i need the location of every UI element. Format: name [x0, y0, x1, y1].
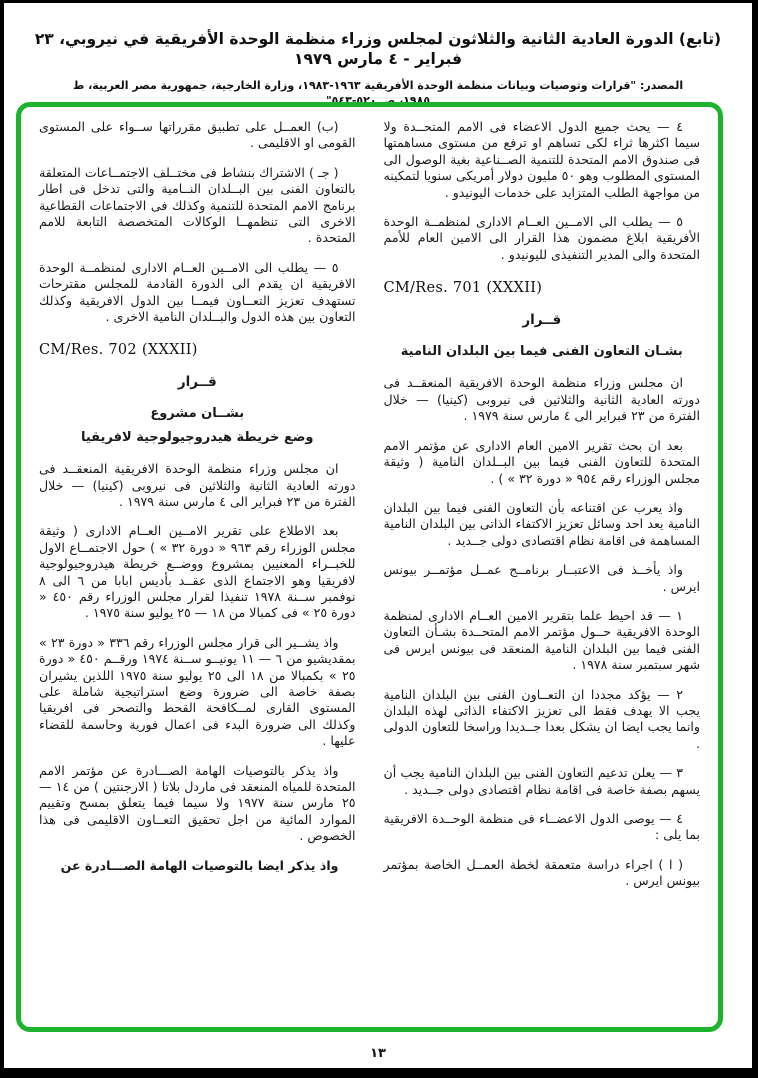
resolution-702-subject-line2: وضع خريطة هيدروجيولوجية لافريقيا	[80, 429, 314, 445]
resolution-701-subject: بشـان التعاون الفنى فيما بين البلدان النامية	[400, 344, 683, 360]
recommendation-item-j: ( جـ ) الاشتراك بنشاط فى مختــلف الاجتمــاعات المتعلقة بالتعاون الفنى بين البــلدان النــامية والتى تدخل فى اطار برنامج الامم المتحدة للتنمية وكذلك فى الاجتماعات القطاعية الاخرى التى تنظمهــا الوكالات المتخصصة التابعة للامم المتحدة .	[39, 164, 356, 246]
resolution-701-title: قــرار	[522, 311, 562, 328]
column-right	[384, 119, 701, 1019]
resolution-702-preamble-2: بعد الاطلاع على تقرير الامــين العــام الادارى ( وثيقة مجلس الوزراء رقم ٩٦٣ « دورة ٣٢ » ) حول الاجتمــاع الاول للخبــراء المعنيين بمشروع ووضــع خريطة هيدروجيولوجية لافريقيا وهو الاجتماع الذى عقــد بأديس ابابا من ٦ الى ٨ نوفمبر ســنة ١٩٧٨ تنفيذا لقرار مجلس الوزراء رقم ٤٥٠ « دورة ٢٥ » فى كمبالا من ١٨ — ٢٥ يوليو سنة ١٩٧٥ .	[39, 523, 356, 621]
resolution-701-item-3: ٣ — يعلن تدعيم التعاون الفنى بين البلدان النامية يجب أن يسهم بصفة خاصة فى اقامة نظام اقتصادى دولى جــديد .	[383, 765, 700, 797]
resolution-702-title: قــرار	[177, 373, 217, 390]
green-border-frame	[16, 102, 723, 1032]
document-page	[4, 3, 752, 1068]
resolution-701-item-4: ٤ — يوصى الدول الاعضــاء فى منظمة الوحــدة الافريقية بما يلى :	[383, 811, 700, 843]
resolution-number-702: CM/Res. 702 (XXXII)	[39, 342, 198, 359]
resolution-702-preamble-1: ان مجلس وزراء منظمة الوحدة الافريقية المنعقــد فى دورته العادية الثانية والثلاثين فى نيروبى (كينيا) — خلال الفترة من ٢٣ فبراير الى ٤ مارس سنة ١٩٧٩ .	[39, 461, 356, 509]
operative-paragraph-4: ٤ — يحث جميع الدول الاعضاء فى الامم المتحــدة ولا سيما اكثرها ثراء لكى تساهم او ترفع من مستوى مساهمتها فى صندوق الامم المتحدة للتنمية الصــناعية بغية الوصول الى المستوى المطلوب وهو ٥٠ مليون دولار أمريكى سنويا لتمكينه من مواجهة الطلب المتزايد على خدمات اليونيدو .	[383, 119, 700, 200]
operative-paragraph-5-left: ٥ — يطلب الى الامــين العــام الادارى لمنظمــة الوحدة الافريقية ان يقدم الى الدورة القادمة للمجلس مقترحات تستهدف تعزيز التعــاون فيمــا بين الدول الافريقية وكذلك التعاون بين هذه الدول والبــلدان النامية الاخرى .	[39, 259, 356, 325]
resolution-701-item-1: ١ — قد احيط علما بتقرير الامين العــام الادارى لمنظمة الوحدة الافريقية حــول مؤتمر الامم المتحــدة بشـأن التعاون الفنى فيما بين البلدان النامية المنعقد فى بيونس ايرس فى شهر سبتمبر سنة ١٩٧٨ .	[383, 607, 700, 673]
resolution-number-701: CM/Res. 701 (XXXII)	[383, 280, 543, 297]
column-left	[39, 119, 356, 1019]
resolution-701-preamble-2: بعد ان بحث تقرير الامين العام الادارى عن مؤتمر الامم المتحدة للتعاون الفنى فيما بين البــلدان النامية ( وثيقة مجلس الوزراء رقم ٩٥٤ « دورة ٣٢ » ) .	[383, 437, 700, 486]
resolution-702-preamble-4: واذ يذكر بالتوصيات الهامة الصـــادرة عن مؤتمر الامم المتحدة للمياه المنعقد فى ماردل بلاتا ( الارجنتين ) من ١٤ — ٢٥ مارس سنة ١٩٧٧ ولا سيما فيما يتعلق بمسح وتقييم الموارد المائية من اجل تحقيق التعــاون الاقليمى فى هذا الخصوص .	[39, 762, 356, 844]
two-column-layout	[21, 107, 718, 1027]
resolution-702-subject-line1: بشــان مشروع	[150, 406, 245, 422]
page-number: ١٣	[370, 1046, 386, 1061]
resolution-701-preamble-4: واذ يأخــذ فى الاعتبــار برنامــج عمــل مؤتمــر بيونس ايرس .	[383, 562, 700, 594]
source-citation: المصدر: "قرارات وتوصيات وبيانات منظمة الوحدة الأفريقية ١٩٦٣-١٩٨٣، وزارة الخارجية، جمهورية مصر العربية، ط ١٩٨٥، ص ٥٢٠-٥٤٣"	[72, 79, 684, 107]
resolution-701-preamble-3: واذ يعرب عن اقتناعه بأن التعاون الفنى فيما بين البلدان النامية يعد احد وسائل تعزيز الاكتفاء الذاتى بين البلدان النامية المساهمة فى اقامة نظام اقتصادى دولى جــديد .	[383, 499, 700, 548]
resolution-702-preamble-3: واذ يشــير الى قرار مجلس الوزراء رقم ٣٣٦ « دورة ٢٣ » بمقديشيو من ٦ — ١١ يونيــو ســنة ١٩٧٤ ورقــم ٤٥٠ « دورة ٢٥ » بكمبالا من ١٨ الى ٢٥ يوليو سنة ١٩٧٥ اللذين يشيران بصفة خاصة الى ضرورة وضع استراتيجية شاملة على المستوى القارى لمــكافحة القحط والتصحر فى افريقيا وكذلك الى ضرورة البدء فى اعمال فورية وحاسمة للقضاء عليها .	[39, 634, 356, 749]
resolution-701-item-2: ٢ — يؤكد مجددا ان التعــاون الفنى بين البلدان النامية يجب الا يهدف فقط الى تعزيز الاكتفاء الذاتى لهذه البلدان وانما يجب ايضا ان يشكل بعدا جــديدا وراسخا للتعاون الدولى .	[383, 686, 700, 751]
operative-paragraph-5: ٥ — يطلب الى الامــين العــام الادارى لمنظمــة الوحدة الأفريقية ابلاغ مضمون هذا القرار الى الامين العام للأمم المتحدة والى المدير التنفيذى لليونيدو .	[383, 214, 700, 262]
resolution-701-item-4a: ( ا ) اجراء دراسة متعمقة لخطة العمــل الخاصة بمؤتمر بيونس ايرس .	[383, 856, 700, 889]
recommendation-item-b: (ب) العمــل على تطبيق مقرراتها ســواء على المستوى القومى او الاقليمى .	[39, 119, 356, 151]
resolution-701-preamble-1: ان مجلس وزراء منظمة الوحدة الافريقية المنعقــد فى دورته العادية الثانية والثلاثين فى نيروبى (كينيا) — خلال الفترة من ٢٣ فبراير الى ٤ مارس سنة ١٩٧٩ .	[383, 375, 700, 424]
session-title: (تابع) الدورة العادية الثانية والثلاثون لمجلس وزراء منظمة الوحدة الأفريقية في نيروبي، ٢٣ فبراير - ٤ مارس ١٩٧٩	[34, 30, 722, 68]
page-header	[4, 29, 752, 108]
resolution-702-preamble-5: واذ يذكر ايضا بالتوصيات الهامة الصـــادرة عن	[60, 857, 339, 873]
